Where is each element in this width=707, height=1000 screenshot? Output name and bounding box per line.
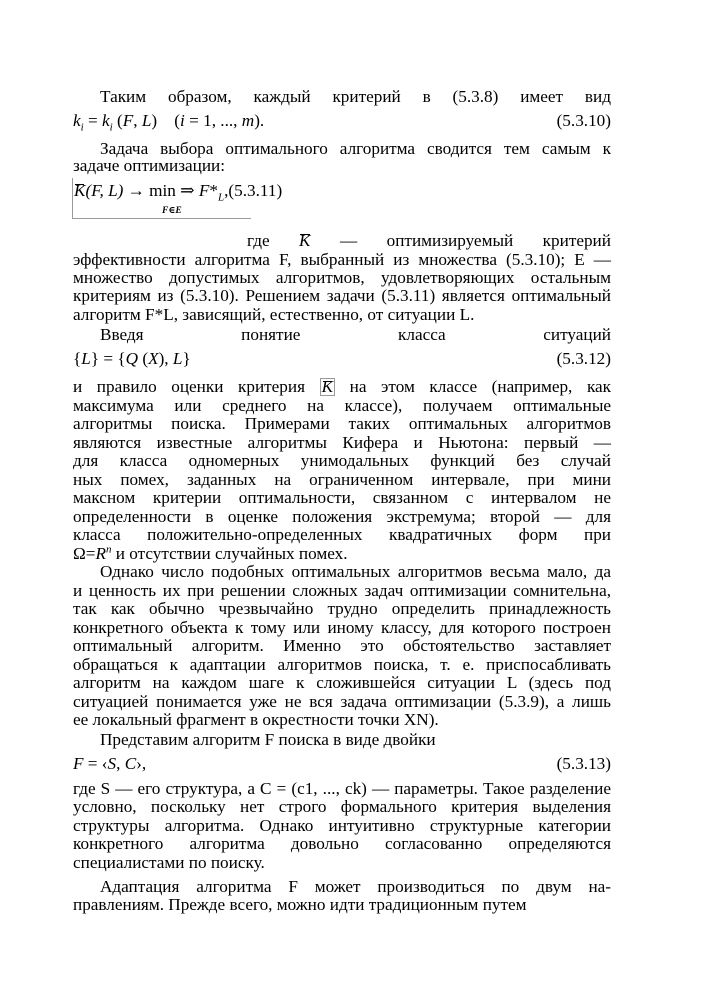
equation-5-3-12 <box>73 350 611 369</box>
p2-line2: задаче оптимизации: <box>73 156 226 175</box>
equation-5-3-10 <box>73 111 611 134</box>
p6-line5: структуры алгоритма. Однако интуитивно структурные категории <box>73 816 611 835</box>
p2-line1: Задача выбора оптимального алгоритма сводится тем самым к <box>100 139 611 158</box>
p4-line3: и правило оценки критерия K на этом классе (например, как <box>73 377 612 396</box>
formula-subscript: F∈E <box>162 206 182 216</box>
equation-body: F = ‹S, C›, <box>73 754 147 773</box>
p5-line3: так как обычно чрезвычайно трудно определить принадлежность <box>73 599 611 618</box>
p6-line1: Представим алгоритм F поиска в виде двойки <box>100 730 436 749</box>
p3-line2: эффективности алгоритма F, выбранный из множества (5.3.10); E — <box>73 250 611 269</box>
p5-line4: конкретного объекта к тому или иному классу, для которого построен <box>73 618 611 637</box>
p4-line10: определенности в оценке положения экстремума; второй — для <box>73 507 611 526</box>
equation-label: (5.3.12) <box>556 349 611 368</box>
equation-label: (5.3.13) <box>556 754 611 773</box>
p3-line1: где K — оптимизируемый критерий <box>247 231 611 250</box>
p4-line8: ных помех, заданных на ограниченном интервале, при мини <box>73 470 611 489</box>
p4-line1: Введя понятие класса ситуаций <box>100 325 611 344</box>
p6-line6: конкретного алгоритма довольно согласованно определяются <box>73 834 611 853</box>
equation-body: $k_i = k_i$ (F, L) (i = 1, ..., m). <box>73 111 265 134</box>
p1-line1: Таким образом, каждый критерий в (5.3.8) имеет вид <box>100 87 611 106</box>
p3-line3: множество допустимых алгоритмов, удовлетворяющих остальным <box>73 268 611 287</box>
p4-line12: $\Omega=R^n$ и отсутствии случайных помех. <box>73 543 348 563</box>
p4-line6: являются известные алгоритмы Кифера и Ньютона: первый — <box>73 433 611 452</box>
p5-line8: ситуацией понимается уже не вся задача оптимизации (5.3.9), а лишь <box>73 692 611 711</box>
p7-line1: Адаптация алгоритма F может производиться по двум на- <box>100 877 611 896</box>
p5-line5: оптимальный алгоритм. Именно это обстоятельство заставляет <box>73 636 611 655</box>
k-bar-symbol: K <box>299 231 311 250</box>
p4-line9: максном критерии оптимальности, связанном с интервалом не <box>73 488 611 507</box>
p3-line5: алгоритм F*L, зависящий, естественно, от ситуации L. <box>73 305 475 324</box>
formula-5-3-11: K(F, L) → min ⇒ $F*_L,(5.3.11)$ <box>74 181 283 204</box>
k-bar-symbol: K <box>74 181 86 200</box>
p4-line4: максимума или среднего на классе), получаем оптимальные <box>73 396 611 415</box>
p5-line7: алгоритм на каждом шаге к сложившейся ситуации L (здесь под <box>73 673 611 692</box>
p5-line9: ее локальный фрагмент в окрестности точки XN). <box>73 710 439 729</box>
equation-label: (5.3.10) <box>556 111 611 130</box>
p4-line7: для класса одномерных унимодальных функций без случай <box>73 451 611 470</box>
p6-line7: специалистами по поиску. <box>73 853 265 872</box>
p4-line5: алгоритмы поиска. Примерами таких оптимальных алгоритмов <box>73 414 611 433</box>
equation-body: {L} = {Q (X), L} <box>73 349 191 368</box>
p4-line11: класса положительно-определенных квадратичных форм при <box>73 525 611 544</box>
p5-line2: и ценность их при решении сложных задач оптимизации сомнительна, <box>73 581 611 600</box>
p5-line6: обращаться к адаптации алгоритмов поиска, т. е. приспосабливать <box>73 655 611 674</box>
p3-line4: критериям из (5.3.10). Решением задачи (5.3.11) является оптимальный <box>73 286 611 305</box>
equation-5-3-13 <box>73 755 611 774</box>
p6-line3: где S — его структура, а C = (c1, ..., ck) — параметры. Такое разделение <box>73 779 611 798</box>
k-bar-boxed: K <box>321 377 334 396</box>
p6-line4: условно, поскольку нет строго формального критерия выделения <box>73 797 611 816</box>
p7-line2: правлениям. Прежде всего, можно идти традиционным путем <box>73 895 527 914</box>
p5-line1: Однако число подобных оптимальных алгоритмов весьма мало, да <box>100 562 611 581</box>
